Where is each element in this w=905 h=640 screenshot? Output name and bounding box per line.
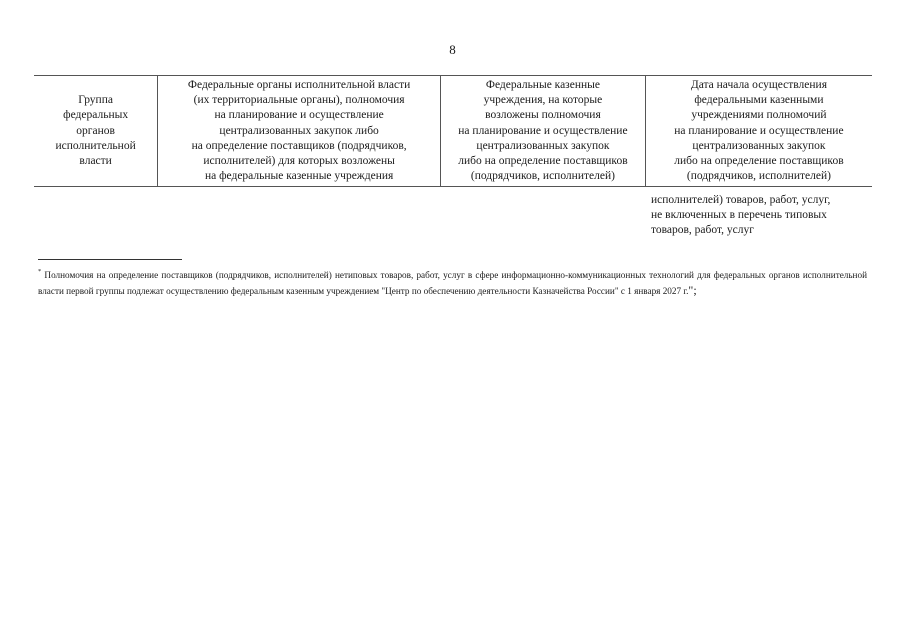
continuation-line: не включенных в перечень типовых (651, 209, 827, 222)
header-line: федеральных (63, 109, 129, 122)
header-line: на планирование и осуществление (674, 124, 844, 137)
continuation-line: товаров, работ, услуг (651, 224, 754, 237)
header-line: централизованных закупок (692, 139, 826, 152)
header-line: на планирование и осуществление (458, 124, 628, 137)
header-line: органов (76, 124, 115, 137)
header-line: Федеральные казенные (485, 79, 600, 91)
header-line: на федеральные казенные учреждения (204, 170, 394, 183)
header-line: учреждения, на которые (483, 94, 603, 107)
header-line: централизованных закупок (476, 139, 610, 152)
footnote-separator (38, 259, 182, 260)
header-line: исполнительной (55, 139, 136, 152)
header-institutions-cell (441, 76, 646, 187)
page-number: 8 (449, 42, 456, 57)
header-line: на планирование и осуществление (214, 109, 384, 122)
footnote-marker: * (38, 268, 42, 275)
header-line: (их территориальные органы), полномочия (193, 94, 405, 107)
header-line: возложены полномочия (485, 109, 601, 122)
header-line: централизованных закупок либо (219, 124, 379, 137)
header-line: Группа (78, 94, 113, 107)
header-start-date-cell (645, 76, 872, 187)
allocation-table (34, 75, 872, 187)
header-line: либо на определение поставщиков (458, 155, 628, 168)
header-line: власти (79, 155, 112, 168)
header-federal-bodies-cell (158, 76, 441, 187)
header-group-cell (34, 76, 158, 187)
header-line: (подрядчиков, исполнителей) (470, 170, 615, 183)
header-line: учреждениями полномочий (691, 109, 827, 122)
footnote (38, 268, 867, 299)
header-line: Дата начала осуществления (690, 79, 827, 91)
footnote-closing: "; (688, 283, 697, 297)
header-line: исполнителей) для которых возложены (203, 155, 395, 168)
footnote-text: Полномочия на определение поставщиков (подрядчиков, исполнителей) нетиповых товаров, работ, услуг в сфере информационно-коммуникационных технологий для федеральных органов исполнительной власти первой группы подлежат осуществлению федеральным казенным учреждением "Центр по обеспечению деятельности Казначейства России" с 1 января 2027 г. (38, 270, 867, 296)
header-line: на определение поставщиков (подрядчиков, (191, 139, 407, 152)
continuation-text (651, 193, 881, 239)
header-line: (подрядчиков, исполнителей) (686, 170, 831, 183)
table-header-row (34, 76, 872, 187)
header-line: Федеральные органы исполнительной власти (187, 79, 411, 91)
header-line: либо на определение поставщиков (674, 155, 844, 168)
header-line: федеральными казенными (694, 94, 824, 107)
continuation-line: исполнителей) товаров, работ, услуг, (651, 194, 831, 206)
